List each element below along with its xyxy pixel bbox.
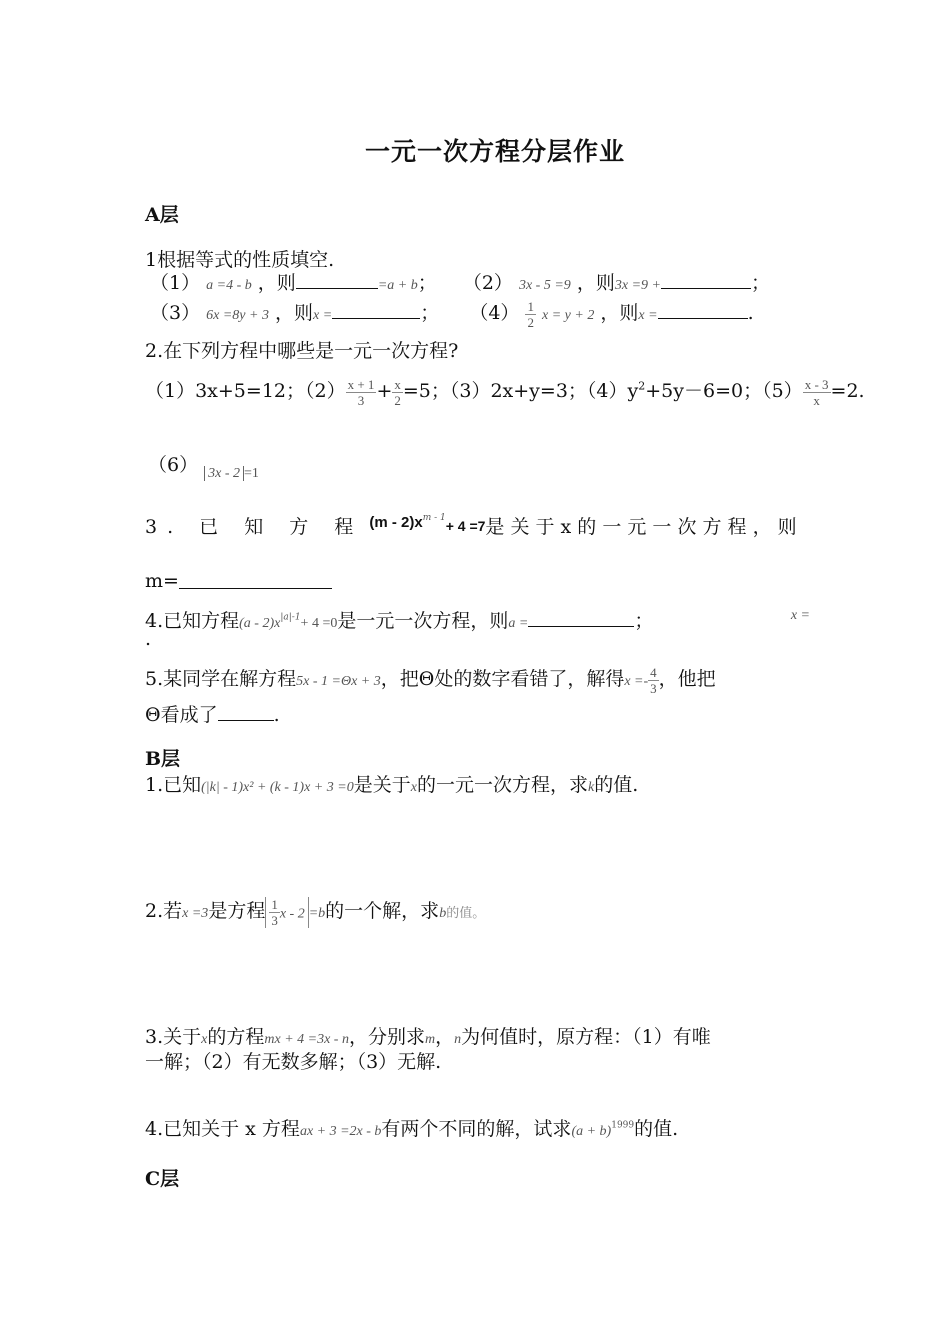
a-q1-p1-end: ； bbox=[417, 272, 437, 294]
a-q1-p4-equation: x = y + 2 bbox=[542, 308, 595, 323]
a-q5-text: ，把Θ处的数字看错了，解得 bbox=[380, 668, 625, 690]
b-q3-text3: 为何值时，原方程：（1）有唯 bbox=[461, 1026, 711, 1048]
b-q1-text3: 的值. bbox=[594, 774, 639, 796]
b-q4-stem: 4.已知关于 x 方程 bbox=[145, 1118, 300, 1140]
a-q5-equation: 5x - 1 =Θx + 3 bbox=[296, 674, 381, 689]
a-q4-a-equals: a = bbox=[508, 616, 529, 631]
a-q1-p4-text: ，则 bbox=[600, 302, 639, 324]
a-q1-p4-end: . bbox=[747, 302, 754, 324]
a-q1-p4-blank[interactable] bbox=[658, 302, 748, 319]
a-q1-p1-label: （1） bbox=[150, 272, 201, 294]
a-q1-stem: 1根据等式的性质填空. bbox=[145, 249, 335, 271]
b-q2-fraction bbox=[269, 897, 280, 928]
plus-sign: + bbox=[376, 380, 393, 402]
a-q1-p2-label: （2） bbox=[462, 272, 513, 294]
a-q1-p1-equation: a =4 - b bbox=[206, 278, 252, 293]
a-q1-p2-equation: 3x - 5 =9 bbox=[518, 278, 571, 293]
b-q3-m: m bbox=[425, 1032, 436, 1047]
b-q2-condition: x =3 bbox=[182, 906, 209, 921]
b-q3-sep: ， bbox=[435, 1026, 455, 1048]
b-q2-abs-rest: x - 2 bbox=[279, 906, 305, 921]
a-q1-p1-blank[interactable] bbox=[296, 272, 378, 289]
a-q2-stem: 2.在下列方程中哪些是一元一次方程? bbox=[145, 340, 459, 362]
a-q2-item6 bbox=[148, 450, 259, 481]
a-q3-line1 bbox=[145, 512, 805, 539]
a-q5-text2: ，他把 bbox=[658, 668, 716, 690]
a-q1-p2-text: ，则 bbox=[576, 272, 615, 294]
b-q4 bbox=[145, 1114, 678, 1141]
a-q3-equation-exponent: m - 1 bbox=[422, 512, 446, 523]
b-q2-text: 是方程 bbox=[208, 900, 266, 922]
a-q1-p2-blank[interactable] bbox=[661, 272, 751, 289]
a-q5-line2 bbox=[145, 700, 280, 727]
b-q3-text: 的方程 bbox=[207, 1026, 265, 1048]
a-q4-equation-rest: + 4 =0 bbox=[300, 616, 338, 631]
a-q4-equation: (a - 2)x bbox=[239, 616, 281, 631]
a-q2-items bbox=[145, 376, 865, 408]
a-q4-exponent: |a|-1 bbox=[280, 612, 301, 623]
a-q3-answer: m= bbox=[145, 570, 179, 592]
a-q4-x-equals: x = bbox=[790, 608, 810, 623]
fraction-denominator: 3 bbox=[271, 912, 278, 928]
a-q1-p4-label: （4） bbox=[469, 302, 520, 324]
a-q1-p3-end: ； bbox=[420, 302, 440, 324]
fraction-denominator: 3 bbox=[650, 680, 657, 696]
b-q3-equation: mx + 4 =3x - n bbox=[264, 1032, 349, 1047]
a-q2-item6-label: （6） bbox=[148, 454, 199, 476]
a-q3-stem: 3. 已 知 方 程 bbox=[145, 516, 364, 538]
a-q4-text: 是一元一次方程，则 bbox=[337, 610, 509, 632]
a-q3-text: 是 关 于 x 的 一 元 一 次 方 程 ， 则 bbox=[485, 516, 797, 538]
b-q2-rhs: =b bbox=[308, 906, 326, 921]
fraction-denominator: 2 bbox=[394, 392, 401, 408]
a-q2-fraction-1 bbox=[346, 377, 377, 408]
b-q2 bbox=[145, 896, 485, 928]
a-q2-item1: （1）3x+5=12；（2） bbox=[145, 380, 346, 402]
b-q4-text: 有两个不同的解，试求 bbox=[381, 1118, 572, 1140]
section-a-heading: A层 bbox=[145, 204, 179, 226]
a-q5-line2-text: Θ看成了 bbox=[145, 704, 218, 726]
b-q1-equation: (|k| - 1)x² + (k - 1)x + 3 =0 bbox=[201, 780, 354, 795]
a-q4-a-blank[interactable] bbox=[528, 610, 634, 627]
b-q3-text2: ，分别求 bbox=[348, 1026, 425, 1048]
fraction-denominator: 2 bbox=[527, 314, 534, 330]
b-q1-var: x bbox=[410, 780, 417, 795]
a-q2-exponent: 2 bbox=[638, 379, 646, 393]
b-q2-var: b bbox=[439, 906, 447, 921]
b-q3-stem: 3.关于 bbox=[145, 1026, 202, 1048]
a-q3-equation-base: (m - 2)x bbox=[369, 514, 423, 531]
b-q3-n: n bbox=[454, 1032, 462, 1047]
a-q1-p4-fraction bbox=[525, 299, 536, 330]
a-q2-fraction-2 bbox=[392, 377, 403, 408]
b-q4-expression: (a + b) bbox=[571, 1124, 612, 1139]
fraction-numerator: 4 bbox=[650, 664, 657, 680]
a-q2-item6-rest: =1 bbox=[244, 466, 259, 481]
section-b-heading: B层 bbox=[145, 748, 181, 770]
a-q2-item6-abs: 3x - 2 bbox=[204, 466, 244, 481]
b-q3-line2: 一解；（2）有无数多解；（3）无解. bbox=[145, 1051, 442, 1073]
a-q2-item3: +5y－6=0；（5） bbox=[645, 380, 803, 402]
a-q1-p3-blank[interactable] bbox=[332, 302, 420, 319]
a-q1-p3-equation: 6x =8y + 3 bbox=[206, 308, 269, 323]
page-title: 一元一次方程分层作业 bbox=[364, 137, 625, 166]
fraction-numerator: 1 bbox=[271, 896, 278, 912]
a-q3-line2 bbox=[145, 570, 332, 592]
a-q5-solution-fraction bbox=[648, 665, 659, 696]
b-q2-stem: 2.若 bbox=[145, 900, 183, 922]
a-q5-solution: x =- bbox=[624, 674, 649, 689]
a-q1-p3-text: ，则 bbox=[275, 302, 314, 324]
a-q4-line1 bbox=[145, 606, 810, 633]
a-q1-p3-rhs: x = bbox=[313, 308, 333, 323]
a-q1-p1-text: ，则 bbox=[257, 272, 296, 294]
a-q1-p2-rhs: 3x =9 + bbox=[614, 278, 661, 293]
fraction-denominator: x bbox=[813, 392, 820, 408]
b-q4-exponent: 1999 bbox=[611, 1120, 635, 1131]
a-q1-p1-rhs: =a + b bbox=[377, 278, 418, 293]
a-q2-fraction-3 bbox=[803, 377, 831, 408]
b-q3-var: x bbox=[201, 1032, 208, 1047]
a-q3-blank[interactable] bbox=[179, 572, 332, 589]
b-q1-var2: k bbox=[587, 780, 595, 795]
b-q2-abs-expression bbox=[265, 897, 308, 928]
b-q2-text2: 的一个解，求 bbox=[325, 900, 440, 922]
a-q5-stem: 5.某同学在解方程 bbox=[145, 668, 297, 690]
a-q5-blank[interactable] bbox=[218, 704, 274, 721]
fraction-denominator: 3 bbox=[357, 392, 365, 408]
a-q4-separator: ； bbox=[634, 610, 654, 632]
a-q4-trailing-dot: . bbox=[145, 628, 152, 650]
b-q1-stem: 1.已知 bbox=[145, 774, 202, 796]
fraction-numerator: x + 1 bbox=[347, 376, 375, 392]
a-q5-line1 bbox=[145, 664, 716, 696]
b-q3-line1 bbox=[145, 1022, 711, 1049]
b-q1-text2: 的一元一次方程，求 bbox=[416, 774, 588, 796]
a-q4-stem: 4.已知方程 bbox=[145, 610, 240, 632]
a-q2-item2: =5；（3）2x+y=3；（4）y bbox=[402, 380, 639, 402]
fraction-numerator: x bbox=[394, 376, 401, 392]
a-q2-item4: =2. bbox=[830, 380, 865, 402]
a-q1-row2 bbox=[150, 298, 754, 330]
b-q1 bbox=[145, 770, 638, 797]
a-q1-row1 bbox=[150, 268, 770, 295]
b-q1-text: 是关于 bbox=[353, 774, 411, 796]
a-q1-p3-label: （3） bbox=[150, 302, 201, 324]
b-q2-tail: 的值。 bbox=[446, 906, 486, 921]
a-q1-p2-end: ； bbox=[750, 272, 770, 294]
a-q5-end: . bbox=[273, 704, 280, 726]
b-q4-equation: ax + 3 =2x - b bbox=[299, 1124, 382, 1139]
b-q4-text2: 的值. bbox=[634, 1118, 679, 1140]
section-c-heading: C层 bbox=[145, 1168, 180, 1190]
a-q1-p4-rhs: x = bbox=[638, 308, 658, 323]
a-q3-equation-rest: + 4 =7 bbox=[445, 518, 486, 534]
fraction-numerator: x - 3 bbox=[804, 376, 829, 392]
fraction-numerator: 1 bbox=[527, 298, 534, 314]
